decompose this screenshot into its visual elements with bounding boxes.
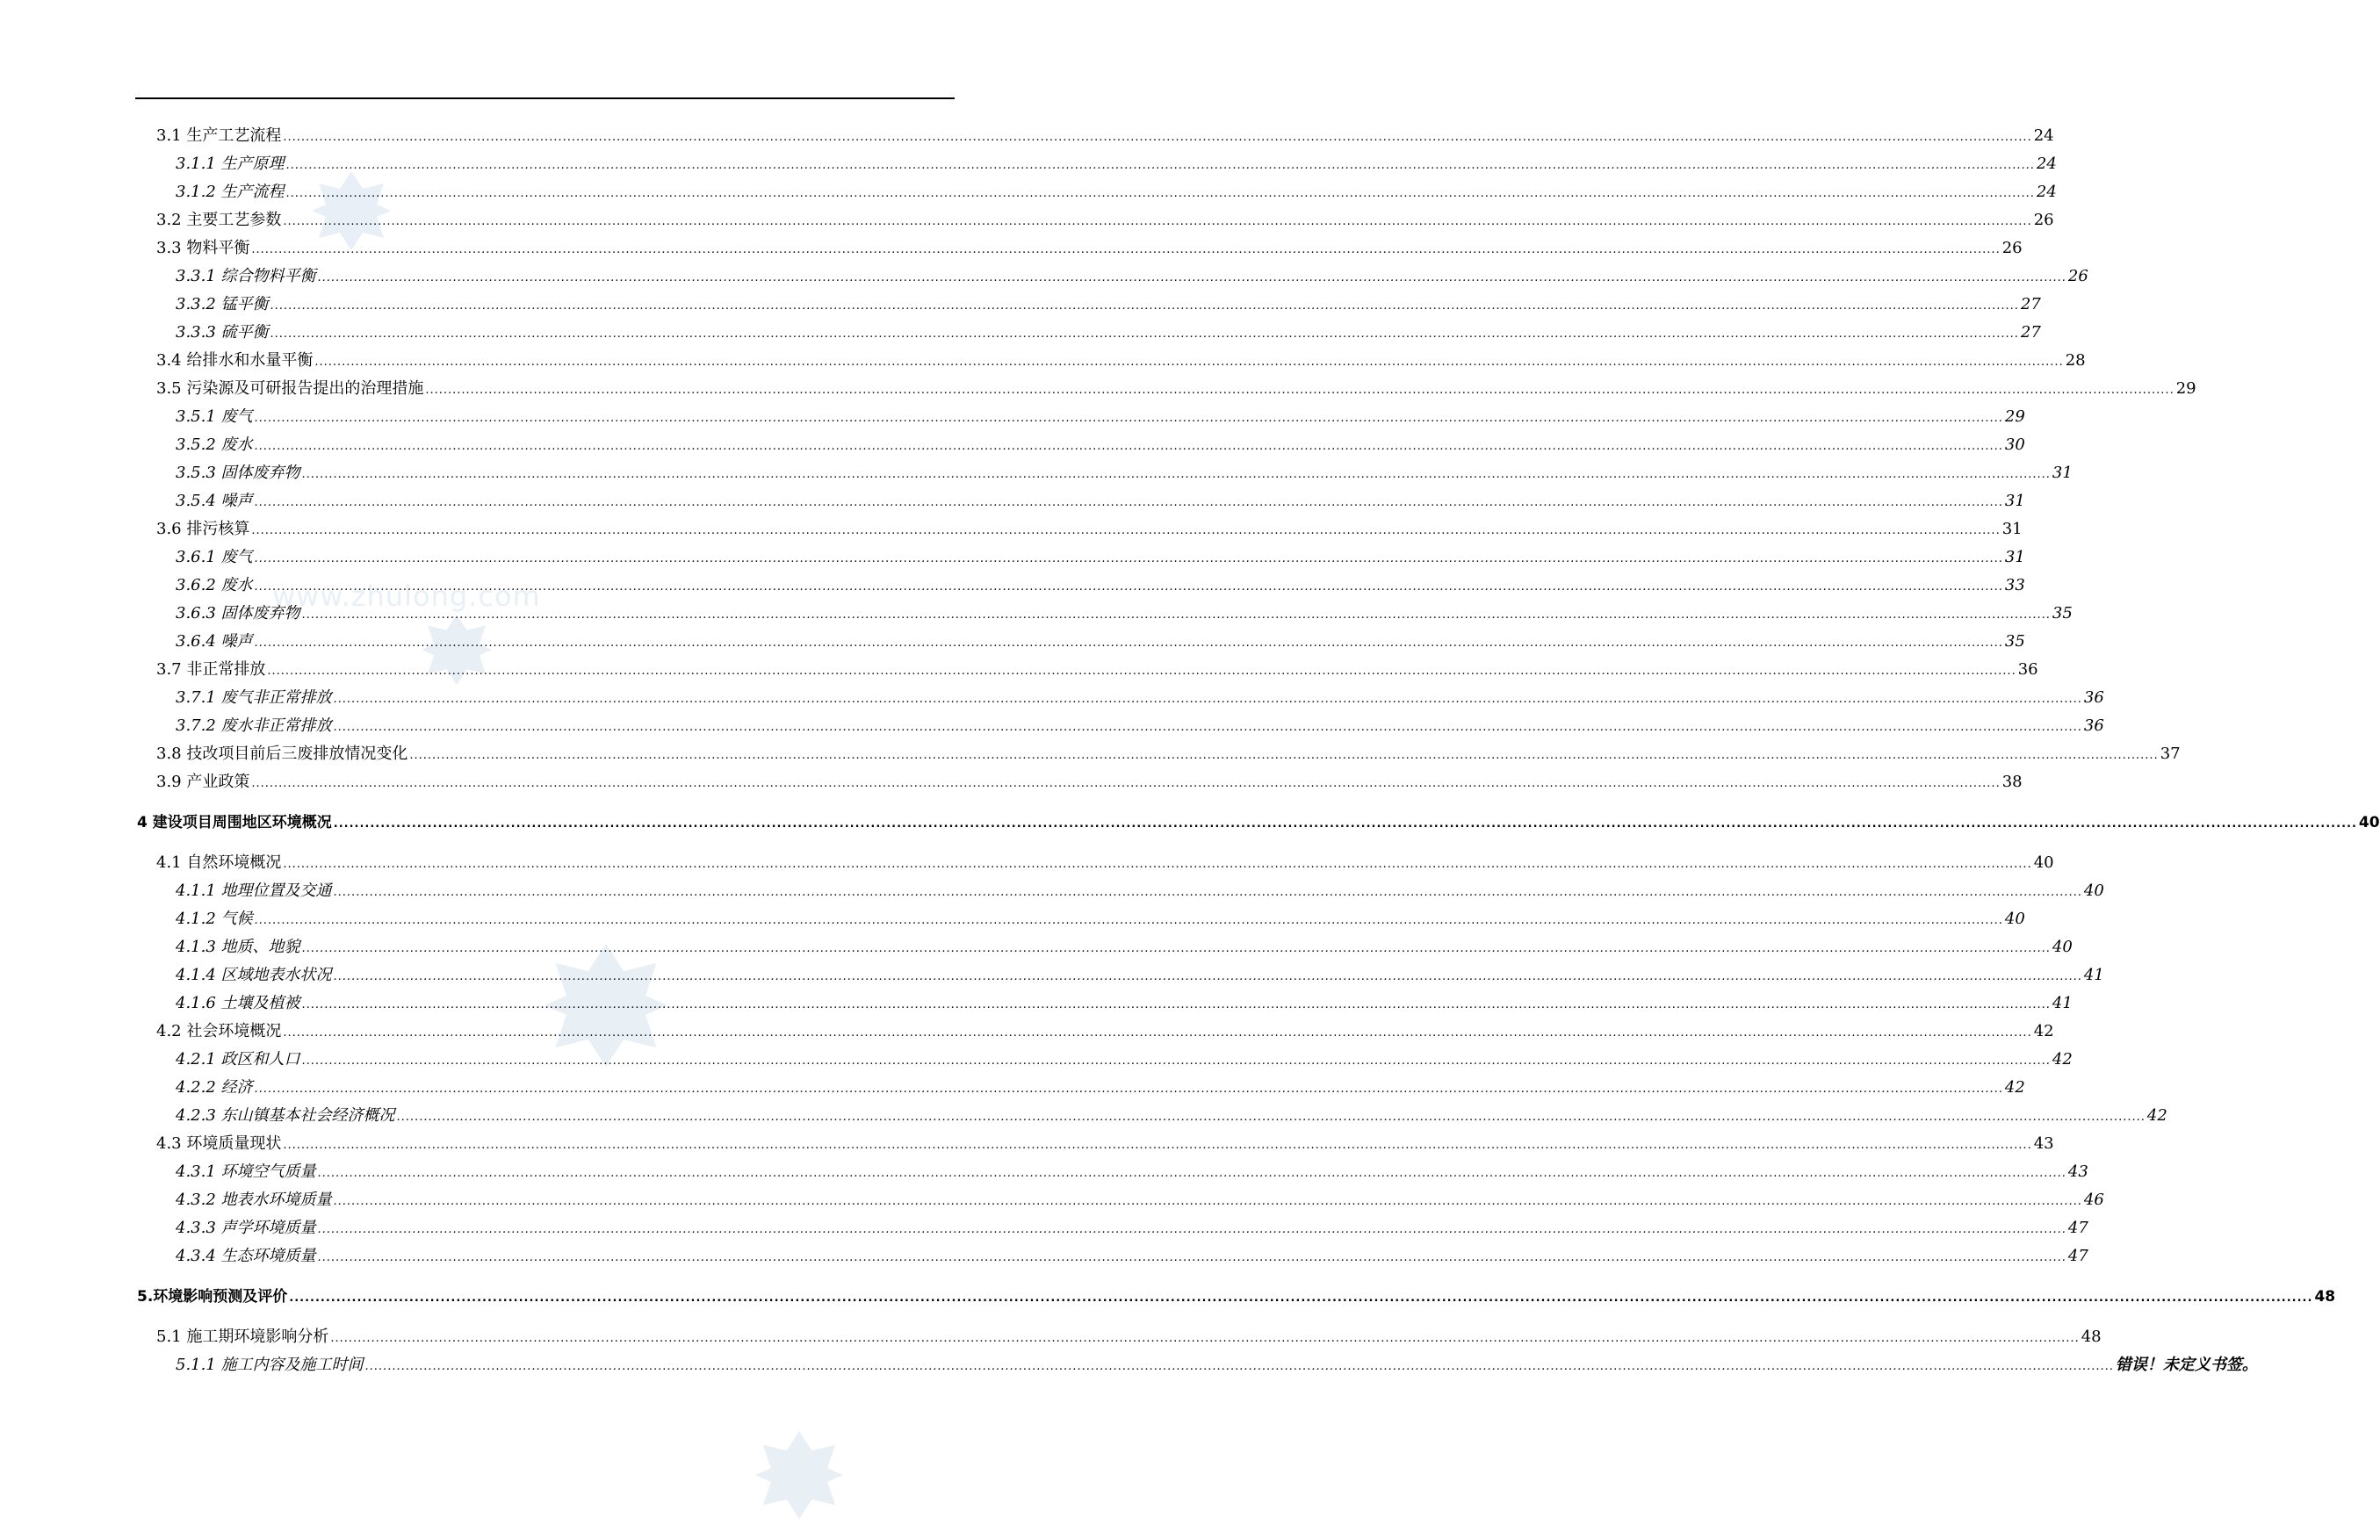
toc-entry-page-number: 35 — [2052, 604, 2073, 622]
toc-dot-leader — [286, 182, 2035, 206]
toc-entry[interactable] — [0, 1104, 2167, 1128]
toc-entry-title: 3.1 生产工艺流程 — [156, 126, 282, 145]
toc-entry-page-number: 43 — [2033, 1134, 2054, 1153]
toc-entry-title: 4.1.1 地理位置及交通 — [176, 882, 332, 900]
toc-entry[interactable] — [0, 879, 2104, 903]
toc-dot-leader — [283, 210, 2031, 234]
toc-entry-title: 4.3.3 声学环境质量 — [176, 1219, 316, 1237]
toc-dot-leader — [334, 1190, 2082, 1214]
toc-dot-leader — [255, 435, 2003, 459]
toc-entry-title: 4.2.2 经济 — [176, 1078, 253, 1097]
toc-entry[interactable] — [0, 851, 2054, 875]
toc-dot-leader — [283, 126, 2031, 150]
toc-dot-leader — [289, 1286, 2312, 1311]
toc-dot-leader — [318, 1246, 2066, 1270]
toc-entry-page-number: 38 — [2001, 773, 2023, 791]
toc-dot-leader — [334, 687, 2082, 712]
toc-entry-title: 4.2.1 政区和人口 — [176, 1050, 300, 1069]
toc-entry[interactable] — [0, 377, 2196, 401]
toc-entry[interactable] — [0, 292, 2041, 317]
toc-entry[interactable] — [0, 601, 2073, 626]
toc-entry-title: 3.5.2 废水 — [176, 435, 253, 454]
toc-entry-page-number: 29 — [2004, 407, 2025, 426]
toc-dot-leader — [270, 294, 2019, 319]
toc-entry[interactable] — [0, 349, 2086, 373]
toc-entry[interactable] — [0, 658, 2038, 682]
toc-entry-page-number: 42 — [2033, 1022, 2054, 1040]
toc-entry-title: 4.1.4 区域地表水状况 — [176, 966, 332, 984]
toc-entry-page-number: 33 — [2004, 576, 2025, 594]
toc-dot-leader — [286, 154, 2035, 178]
toc-entry[interactable] — [0, 433, 2025, 457]
toc-entry[interactable] — [0, 1244, 2088, 1269]
toc-entry-title: 4.3.2 地表水环境质量 — [176, 1191, 332, 1209]
toc-entry-page-number: 35 — [2004, 632, 2025, 651]
toc-entry-page-number: 41 — [2052, 994, 2073, 1012]
toc-entry[interactable] — [0, 770, 2023, 795]
toc-entry-page-number: 31 — [2001, 520, 2023, 538]
toc-dot-leader — [318, 266, 2066, 291]
toc-dot-leader — [255, 491, 2003, 515]
toc-entry[interactable] — [0, 545, 2025, 570]
toc-entry-page-number: 26 — [2033, 211, 2054, 229]
toc-entry-page-number: 26 — [2001, 239, 2023, 257]
toc-entry[interactable] — [0, 489, 2025, 514]
toc-entry-title: 3.6.3 固体废弃物 — [176, 604, 300, 622]
toc-dot-leader — [409, 744, 2158, 768]
toc-dot-leader — [283, 1021, 2031, 1046]
toc-entry-title: 3.7.1 废气非正常排放 — [176, 688, 332, 707]
toc-entry-title: 3.1.1 生产原理 — [176, 155, 285, 173]
toc-entry-title: 4.1.3 地质、地貌 — [176, 938, 300, 956]
toc-entry-page-number: 27 — [2020, 323, 2041, 342]
toc-entry-page-number: 40 — [2033, 853, 2054, 872]
toc-entry-page-number: 24 — [2036, 155, 2057, 173]
watermark-text: www.zhulong.com — [272, 579, 541, 613]
toc-entry-title: 4 建设项目周围地区环境概况 — [137, 814, 332, 831]
toc-entry-title: 3.5.1 废气 — [176, 407, 253, 426]
toc-entry-title: 5.环境影响预测及评价 — [137, 1288, 288, 1306]
toc-entry-title: 3.3.1 综合物料平衡 — [176, 267, 316, 285]
toc-entry-title: 3.6.1 废气 — [176, 548, 253, 566]
toc-entry-title: 5.1.1 施工内容及施工时间 — [176, 1356, 364, 1374]
toc-entry-title: 4.2.3 东山镇基本社会经济概况 — [176, 1106, 395, 1125]
toc-dot-leader — [267, 659, 2016, 684]
toc-entry[interactable] — [0, 810, 2380, 835]
toc-entry-title: 3.5.3 固体废弃物 — [176, 464, 300, 482]
toc-entry[interactable] — [0, 264, 2088, 289]
toc-entry-title: 3.6.4 噪声 — [176, 632, 253, 651]
toc-dot-leader — [334, 812, 2357, 837]
toc-entry-title: 5.1 施工期环境影响分析 — [156, 1328, 329, 1346]
toc-dot-leader — [334, 881, 2082, 905]
toc-dot-leader — [251, 238, 2000, 263]
toc-entry-page-number: 24 — [2036, 183, 2057, 201]
toc-entry-page-number: 41 — [2083, 966, 2104, 984]
toc-dot-leader — [334, 965, 2082, 989]
toc-dot-leader — [251, 772, 2000, 796]
toc-entry-page-number: 42 — [2004, 1078, 2025, 1097]
toc-entry[interactable] — [0, 405, 2025, 429]
toc-entry[interactable] — [0, 180, 2057, 205]
toc-dot-leader — [255, 547, 2003, 572]
toc-entry-page-number: 46 — [2083, 1191, 2104, 1209]
toc-dot-leader — [302, 937, 2051, 961]
toc-entry-page-number: 47 — [2067, 1247, 2088, 1265]
toc-entry[interactable] — [0, 686, 2104, 710]
toc-entry[interactable] — [0, 907, 2025, 932]
toc-entry[interactable] — [0, 1047, 2073, 1072]
toc-dot-leader — [283, 853, 2031, 877]
toc-entry-page-number: 31 — [2004, 492, 2025, 510]
toc-entry-title: 3.7 非正常排放 — [156, 660, 266, 679]
toc-entry-page-number: 40 — [2083, 882, 2104, 900]
toc-entry[interactable] — [0, 963, 2104, 988]
toc-entry[interactable] — [0, 152, 2057, 176]
toc-entry[interactable] — [0, 1216, 2088, 1241]
toc-entry[interactable] — [0, 208, 2054, 233]
toc-entry[interactable] — [0, 1160, 2088, 1184]
toc-entry-title: 3.3 物料平衡 — [156, 239, 250, 257]
toc-dot-leader — [255, 1077, 2003, 1102]
toc-entry-title: 3.8 技改项目前后三废排放情况变化 — [156, 745, 408, 763]
toc-dot-leader — [255, 575, 2003, 600]
toc-dot-leader — [283, 1133, 2031, 1158]
toc-dot-leader — [397, 1105, 2146, 1130]
toc-entry[interactable] — [0, 714, 2104, 738]
toc-entry[interactable] — [0, 320, 2041, 345]
toc-entry-title: 3.7.2 废水非正常排放 — [176, 716, 332, 735]
toc-entry-page-number: 40 — [2358, 814, 2380, 831]
toc-entry-title: 4.3 环境质量现状 — [156, 1134, 282, 1153]
toc-entry-page-number: 36 — [2083, 716, 2104, 735]
toc-dot-leader — [318, 1162, 2066, 1186]
toc-entry[interactable] — [0, 991, 2073, 1016]
toc-entry-page-number: 28 — [2065, 351, 2086, 370]
toc-entry-page-number: 42 — [2052, 1050, 2073, 1069]
toc-entry-title: 3.2 主要工艺参数 — [156, 211, 282, 229]
toc-entry-title: 4.3.1 环境空气质量 — [176, 1162, 316, 1181]
toc-entry-title: 4.1.2 气候 — [176, 910, 253, 928]
toc-entry[interactable] — [0, 1132, 2054, 1156]
toc-entry-page-number: 36 — [2083, 688, 2104, 707]
toc-entry-title: 4.2 社会环境概况 — [156, 1022, 282, 1040]
toc-dot-leader — [330, 1327, 2079, 1351]
toc-dot-leader — [255, 407, 2003, 431]
toc-entry-title: 3.5.4 噪声 — [176, 492, 253, 510]
toc-entry-page-number: 错误！未定义书签。 — [2115, 1356, 2258, 1374]
toc-entry-page-number: 37 — [2160, 745, 2181, 763]
toc-entry[interactable] — [0, 1353, 2258, 1378]
toc-entry-title: 3.5 污染源及可研报告提出的治理措施 — [156, 379, 424, 398]
toc-entry-title: 4.1.6 土壤及植被 — [176, 994, 300, 1012]
toc-entry-title: 4.1 自然环境概况 — [156, 853, 282, 872]
toc-entry[interactable] — [0, 935, 2073, 960]
toc-entry-page-number: 31 — [2052, 464, 2073, 482]
toc-entry-page-number: 26 — [2067, 267, 2088, 285]
toc-dot-leader — [255, 909, 2003, 933]
toc-entry-page-number: 24 — [2033, 126, 2054, 145]
toc-dot-leader — [251, 519, 2000, 543]
toc-entry[interactable] — [0, 573, 2025, 598]
toc-entry-title: 3.3.2 锰平衡 — [176, 295, 269, 313]
toc-entry[interactable] — [0, 1019, 2054, 1044]
toc-entry-page-number: 36 — [2017, 660, 2038, 679]
toc-entry-title: 3.1.2 生产流程 — [176, 183, 285, 201]
toc-entry-title: 3.4 给排水和水量平衡 — [156, 351, 314, 370]
toc-dot-leader — [314, 350, 2063, 375]
toc-dot-leader — [302, 1049, 2051, 1074]
toc-entry-title: 3.6 排污核算 — [156, 520, 250, 538]
toc-dot-leader — [302, 993, 2051, 1018]
toc-entry-page-number: 43 — [2067, 1162, 2088, 1181]
toc-dot-leader — [425, 378, 2174, 403]
toc-dot-leader — [270, 322, 2019, 347]
toc-entry[interactable] — [0, 124, 2054, 148]
toc-entry[interactable] — [0, 742, 2181, 766]
toc-entry-title: 3.3.3 硫平衡 — [176, 323, 269, 342]
toc-entry-title: 3.9 产业政策 — [156, 773, 250, 791]
toc-entry[interactable] — [0, 461, 2073, 486]
toc-entry-page-number: 31 — [2004, 548, 2025, 566]
toc-entry-page-number: 29 — [2175, 379, 2196, 398]
toc-dot-leader — [334, 716, 2082, 740]
toc-entry-page-number: 48 — [2314, 1288, 2336, 1306]
toc-entry-title: 4.3.4 生态环境质量 — [176, 1247, 316, 1265]
toc-entry[interactable] — [0, 1285, 2336, 1309]
toc-dot-leader — [255, 631, 2003, 656]
toc-dot-leader — [365, 1355, 2114, 1379]
toc-entry-page-number: 48 — [2081, 1328, 2102, 1346]
toc-entry-page-number: 42 — [2146, 1106, 2167, 1125]
toc-entry-title: 3.6.2 废水 — [176, 576, 253, 594]
toc-entry-page-number: 47 — [2067, 1219, 2088, 1237]
toc-entry[interactable] — [0, 517, 2023, 542]
toc-entry[interactable] — [0, 1325, 2102, 1349]
toc-dot-leader — [302, 603, 2051, 628]
toc-entry[interactable] — [0, 236, 2023, 261]
toc-entry-page-number: 30 — [2004, 435, 2025, 454]
toc-entry[interactable] — [0, 1076, 2025, 1100]
toc-dot-leader — [318, 1218, 2066, 1242]
toc-entry-page-number: 40 — [2004, 910, 2025, 928]
toc-dot-leader — [302, 463, 2051, 487]
toc-entry-page-number: 40 — [2052, 938, 2073, 956]
toc-entry[interactable] — [0, 630, 2025, 654]
toc-entry-page-number: 27 — [2020, 295, 2041, 313]
toc-entry[interactable] — [0, 1188, 2104, 1213]
